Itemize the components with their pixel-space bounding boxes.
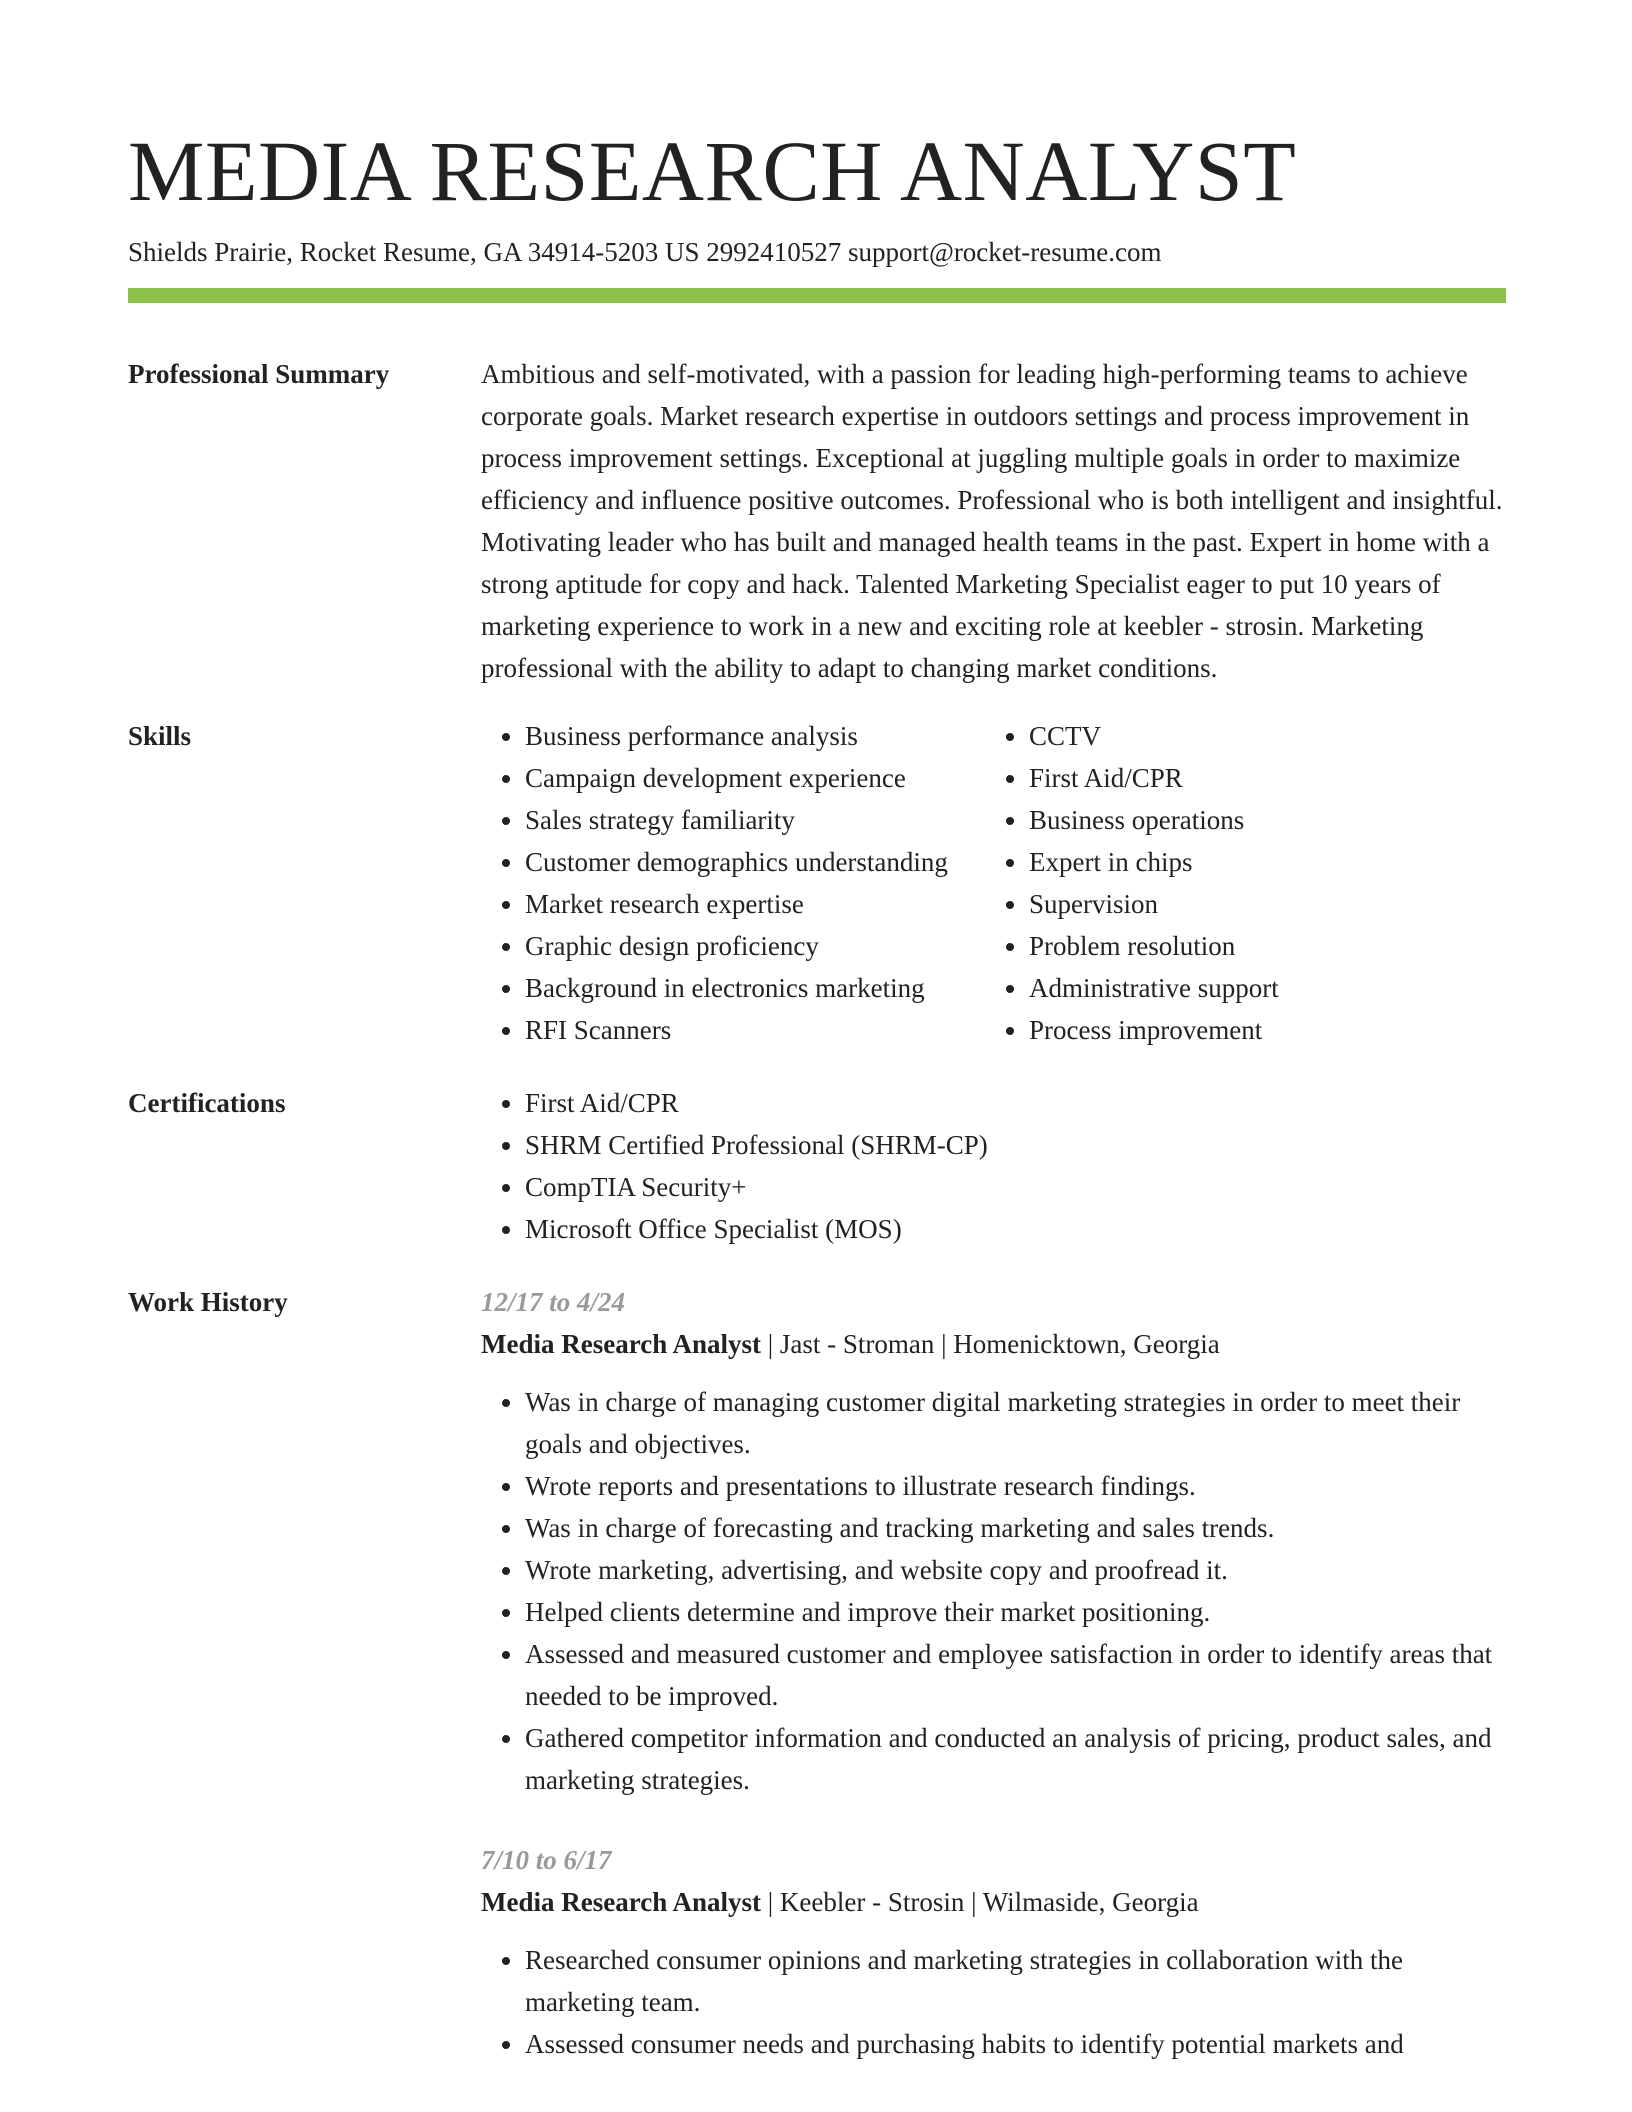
- section-label-summary: Professional Summary: [128, 359, 390, 389]
- contact-info: Shields Prairie, Rocket Resume, GA 34914-5203 US 2992410527 support@rocket-resume.com: [128, 237, 1162, 267]
- section-label-skills: Skills: [128, 721, 192, 751]
- certification-item: • First Aid/CPR: [525, 1082, 1506, 1124]
- section-label-work-history: Work History: [128, 1287, 288, 1317]
- skill-item: • Business operations: [1029, 799, 1506, 841]
- skill-item: • Market research expertise: [525, 883, 985, 925]
- work-history-section: [128, 1281, 1506, 2103]
- skill-item: • Graphic design proficiency: [525, 925, 985, 967]
- job-entry: [481, 1281, 1506, 1801]
- job-duty: • Wrote marketing, advertising, and website copy and proofread it.: [525, 1549, 1506, 1591]
- skill-item: • Customer demographics understanding: [525, 841, 985, 883]
- summary-text: Ambitious and self-motivated, with a passion for leading high-performing teams to achieve corporate goals. Market research expertise in outdoors settings and process improvement in process improvement settings. Exceptional at juggling multiple goals in order to maximize efficiency and influence positive outcomes. Professional who is both intelligent and insightful. Motivating leader who has built and managed health teams in the past. Expert in home with a strong aptitude for copy and hack. Talented Marketing Specialist eager to put 10 years of marketing experience to work in a new and exciting role at keebler - strosin. Marketing professional with the ability to adapt to changing market conditions.: [481, 359, 1503, 683]
- section-label-certifications: Certifications: [128, 1088, 286, 1118]
- job-duties-list: [481, 1939, 1506, 2065]
- skill-item: • Expert in chips: [1029, 841, 1506, 883]
- certifications-list: [481, 1082, 1506, 1250]
- job-duty: • Helped clients determine and improve their market positioning.: [525, 1591, 1506, 1633]
- job-duty: • Assessed and measured customer and employee satisfaction in order to identify areas that needed to be improved.: [525, 1633, 1506, 1717]
- certification-item: • CompTIA Security+: [525, 1166, 1506, 1208]
- resume-title: MEDIA RESEARCH ANALYST: [128, 123, 1297, 219]
- job-duty: • Was in charge of managing customer digital marketing strategies in order to meet their goals and objectives.: [525, 1381, 1506, 1465]
- job-heading: [481, 1323, 1506, 1365]
- certifications-section: [128, 1082, 1506, 1250]
- job-heading: [481, 1881, 1506, 1923]
- skill-item: • Business performance analysis: [525, 715, 985, 757]
- job-dates: 7/10 to 6/17: [481, 1845, 612, 1875]
- certification-item: • Microsoft Office Specialist (MOS): [525, 1208, 1506, 1250]
- job-duty: • Gathered competitor information and conducted an analysis of pricing, product sales, and marketing strategies.: [525, 1717, 1506, 1801]
- job-title: Media Research Analyst: [481, 1887, 761, 1917]
- skill-item: • RFI Scanners: [525, 1009, 985, 1051]
- skill-item: • Campaign development experience: [525, 757, 985, 799]
- job-duties-list: [481, 1381, 1506, 1801]
- skill-item: • CCTV: [1029, 715, 1506, 757]
- job-entry: [481, 1839, 1506, 2065]
- job-employer-location: | Keebler - Strosin | Wilmaside, Georgia: [760, 1887, 1199, 1917]
- summary-body: [481, 353, 1506, 689]
- certifications-body: [481, 1082, 1506, 1250]
- job-duty: • Wrote reports and presentations to illustrate research findings.: [525, 1465, 1506, 1507]
- job-title: Media Research Analyst: [481, 1329, 761, 1359]
- job-dates: 12/17 to 4/24: [481, 1287, 626, 1317]
- skills-columns: [481, 715, 1506, 1051]
- header-divider: [128, 288, 1506, 303]
- skill-item: • Process improvement: [1029, 1009, 1506, 1051]
- job-employer-location: | Jast - Stroman | Homenicktown, Georgia: [760, 1329, 1220, 1359]
- skills-list-left: [481, 715, 985, 1051]
- resume-page: [128, 0, 1506, 2103]
- certification-item: • SHRM Certified Professional (SHRM-CP): [525, 1124, 1506, 1166]
- work-history-body: [481, 1281, 1506, 2103]
- skill-item: • Sales strategy familiarity: [525, 799, 985, 841]
- job-duty: • Researched consumer opinions and marketing strategies in collaboration with the marketing team.: [525, 1939, 1506, 2023]
- skill-item: • Supervision: [1029, 883, 1506, 925]
- job-duty: • Was in charge of forecasting and tracking marketing and sales trends.: [525, 1507, 1506, 1549]
- skill-item: • Problem resolution: [1029, 925, 1506, 967]
- skill-item: • Administrative support: [1029, 967, 1506, 1009]
- skills-list-right: [985, 715, 1506, 1051]
- skill-item: • First Aid/CPR: [1029, 757, 1506, 799]
- professional-summary-section: [128, 353, 1506, 689]
- skill-item: • Background in electronics marketing: [525, 967, 985, 1009]
- skills-section: [128, 715, 1506, 1051]
- job-duty: • Assessed consumer needs and purchasing habits to identify potential markets and: [525, 2023, 1506, 2065]
